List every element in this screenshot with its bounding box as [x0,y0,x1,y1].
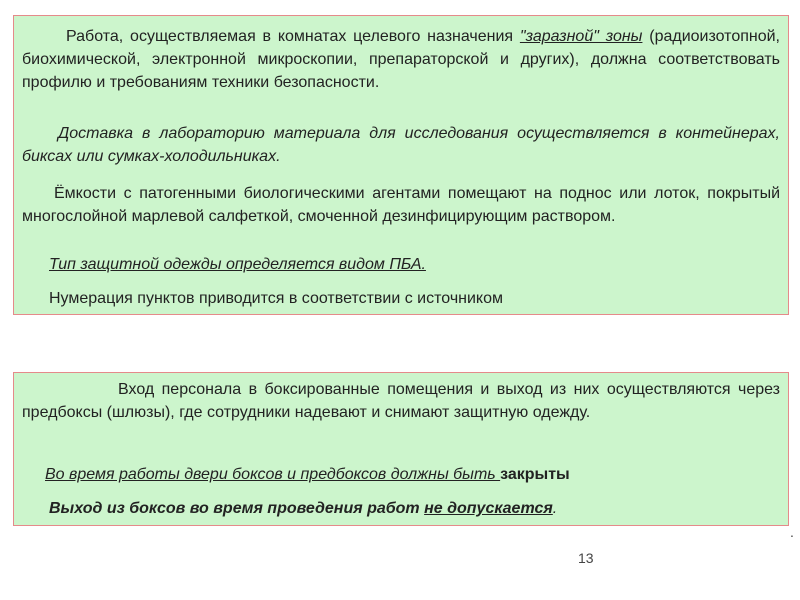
paragraph-personnel-entry: Вход персонала в боксированные помещения и выход из них осуществляются через предбоксы (шлюзы), где сотрудники надевают и снимают защитную одежду. [22,381,780,421]
paragraph-exit-forbidden: Выход из боксов во время проведения работ не допускается. [49,500,558,517]
paragraph-numbering-note: Нумерация пунктов приводится в соответствии с источником [49,290,503,307]
paragraph-red-zone-work: Работа, осуществляемая в комнатах целевого назначения "заразной" зоны (радиоизотопной, биохимической, электронной микроскопии, препараторской и других), должна соответствовать профилю и требованиям техники безопасности. [22,28,781,91]
paragraph-material-delivery: Доставка в лабораторию материала для исследования осуществляется в контейнерах, биксах или сумках-холодильниках. [22,125,780,165]
paragraph-containers: Ёмкости с патогенными биологическими агентами помещают на поднос или лоток, покрытый многослойной марлевой салфеткой, смоченной дезинфицирующим раствором. [22,185,780,225]
stray-dot: . [790,524,794,540]
paragraph-protective-clothing: Тип защитной одежды определяется видом ПБА. [49,256,426,273]
page-number: 13 [578,550,594,566]
zone-quoted-term: "заразной" зоны [519,28,643,45]
paragraph-doors-closed: Во время работы двери боксов и предбоксов должны быть закрыты [45,466,570,483]
text-block-red-zone [13,15,789,315]
text-block-boxes [13,372,789,526]
